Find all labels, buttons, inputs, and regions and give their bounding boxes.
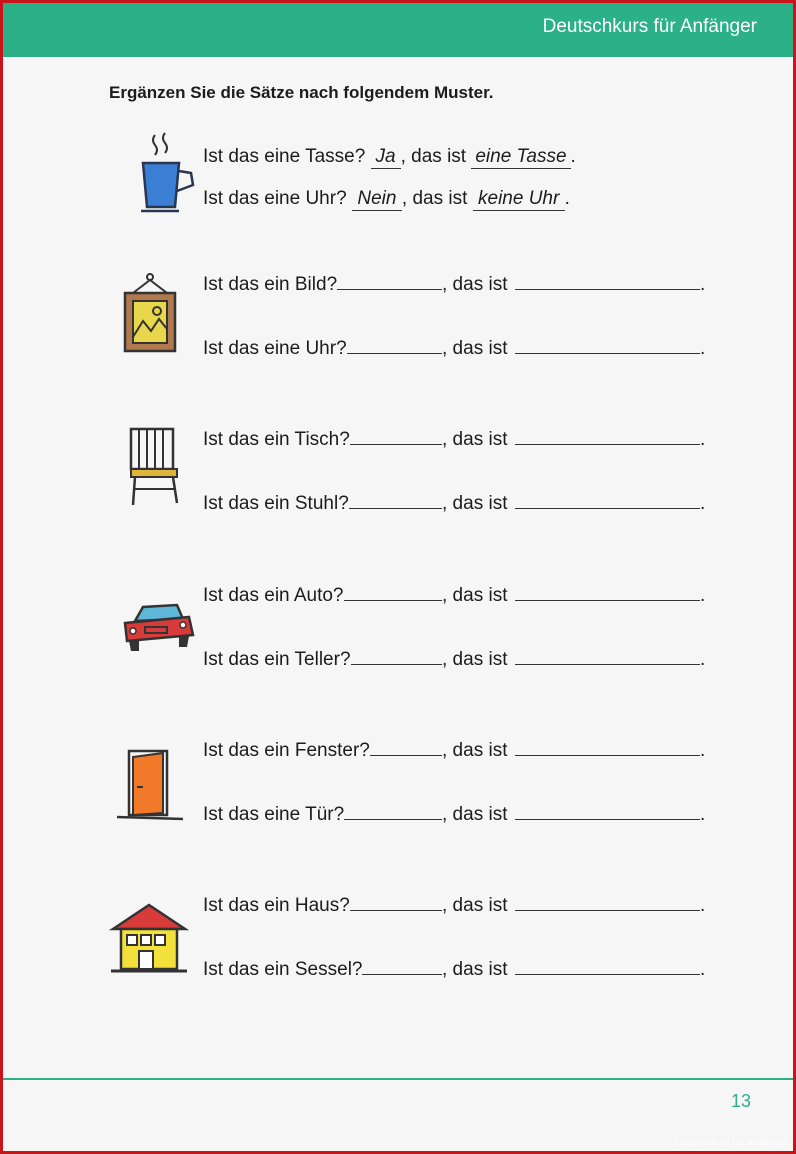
answer-blank-2[interactable] — [515, 737, 700, 756]
period: . — [700, 804, 706, 825]
question-text: Ist das ein Stuhl? — [203, 493, 349, 514]
question-text: Ist das eine Uhr? — [203, 338, 347, 359]
answer-blank-2[interactable] — [515, 892, 700, 911]
door-icon — [115, 747, 187, 823]
header-bar — [3, 3, 793, 57]
answer-blank-1[interactable] — [370, 737, 442, 756]
question-text: Ist das eine Tasse? — [203, 146, 371, 167]
question-text: Ist das eine Tür? — [203, 804, 345, 825]
connector-text: , das ist — [400, 146, 472, 167]
answer-blank-2[interactable] — [515, 956, 700, 975]
period: . — [700, 959, 706, 980]
exercise-line — [203, 801, 705, 827]
connector-text: , das ist — [442, 274, 513, 295]
answer-ja: Ja — [371, 146, 401, 169]
period: . — [564, 188, 570, 209]
period: . — [700, 649, 706, 670]
question-text: Ist das ein Haus? — [203, 895, 350, 916]
watermark-text: Deutschkurs für Anfänger — [674, 1138, 787, 1149]
page-number: 13 — [730, 1091, 751, 1111]
exercise-line — [203, 490, 705, 516]
period: . — [700, 895, 706, 916]
answer-blank-1[interactable] — [350, 892, 442, 911]
question-text: Ist das ein Sessel? — [203, 959, 363, 980]
answer-blank-2[interactable] — [515, 801, 700, 820]
answer-blank-1[interactable] — [351, 646, 442, 665]
cup-icon — [135, 131, 199, 215]
exercise-line — [203, 646, 705, 672]
answer-blank-1[interactable] — [349, 490, 442, 509]
connector-text: , das ist — [442, 429, 513, 450]
car-icon — [121, 601, 197, 659]
question-text: Ist das ein Teller? — [203, 649, 351, 670]
example-line-2 — [203, 186, 570, 212]
answer-blank-1[interactable] — [344, 801, 442, 820]
question-text: Ist das ein Auto? — [203, 585, 344, 606]
period: . — [700, 338, 706, 359]
answer-nein: Nein — [352, 188, 402, 211]
exercise-line — [203, 271, 705, 297]
connector-text: , das ist — [442, 804, 513, 825]
answer-blank-1[interactable] — [347, 335, 442, 354]
period: . — [700, 274, 706, 295]
house-icon — [109, 901, 189, 977]
answer-eine-tasse: eine Tasse — [471, 146, 570, 169]
exercise-line — [203, 582, 705, 608]
answer-blank-1[interactable] — [337, 271, 442, 290]
period: . — [700, 493, 706, 514]
answer-blank-2[interactable] — [515, 426, 700, 445]
connector-text: , das ist — [442, 895, 513, 916]
question-text: Ist das ein Fenster? — [203, 740, 370, 761]
answer-blank-2[interactable] — [515, 582, 700, 601]
exercise-line — [203, 426, 705, 452]
answer-blank-2[interactable] — [515, 646, 700, 665]
period: . — [700, 585, 706, 606]
connector-text: , das ist — [442, 649, 513, 670]
exercise-line — [203, 892, 705, 918]
exercise-line — [203, 956, 705, 982]
answer-keine-uhr: keine Uhr — [473, 188, 565, 211]
question-text: Ist das eine Uhr? — [203, 188, 352, 209]
question-text: Ist das ein Tisch? — [203, 429, 350, 450]
period: . — [700, 429, 706, 450]
footer-divider — [3, 1078, 793, 1080]
connector-text: , das ist — [442, 959, 513, 980]
picture-frame-icon — [121, 271, 179, 355]
header-title: Deutschkurs für Anfänger — [542, 16, 757, 37]
answer-blank-2[interactable] — [515, 335, 700, 354]
connector-text: , das ist — [442, 493, 513, 514]
question-text: Ist das ein Bild? — [203, 274, 338, 295]
answer-blank-2[interactable] — [515, 271, 700, 290]
answer-blank-1[interactable] — [350, 426, 442, 445]
period: . — [700, 740, 706, 761]
connector-text: , das ist — [442, 740, 513, 761]
answer-blank-1[interactable] — [344, 582, 443, 601]
answer-blank-2[interactable] — [515, 490, 700, 509]
connector-text: , das ist — [442, 338, 513, 359]
period: . — [570, 146, 576, 167]
connector-text: , das ist — [401, 188, 473, 209]
exercise-line — [203, 737, 705, 763]
example-line-1 — [203, 144, 576, 170]
exercise-line — [203, 335, 705, 361]
chair-icon — [125, 423, 185, 509]
instruction-text: Ergänzen Sie die Sätze nach folgendem Muster. — [109, 83, 494, 102]
connector-text: , das ist — [442, 585, 513, 606]
answer-blank-1[interactable] — [362, 956, 442, 975]
